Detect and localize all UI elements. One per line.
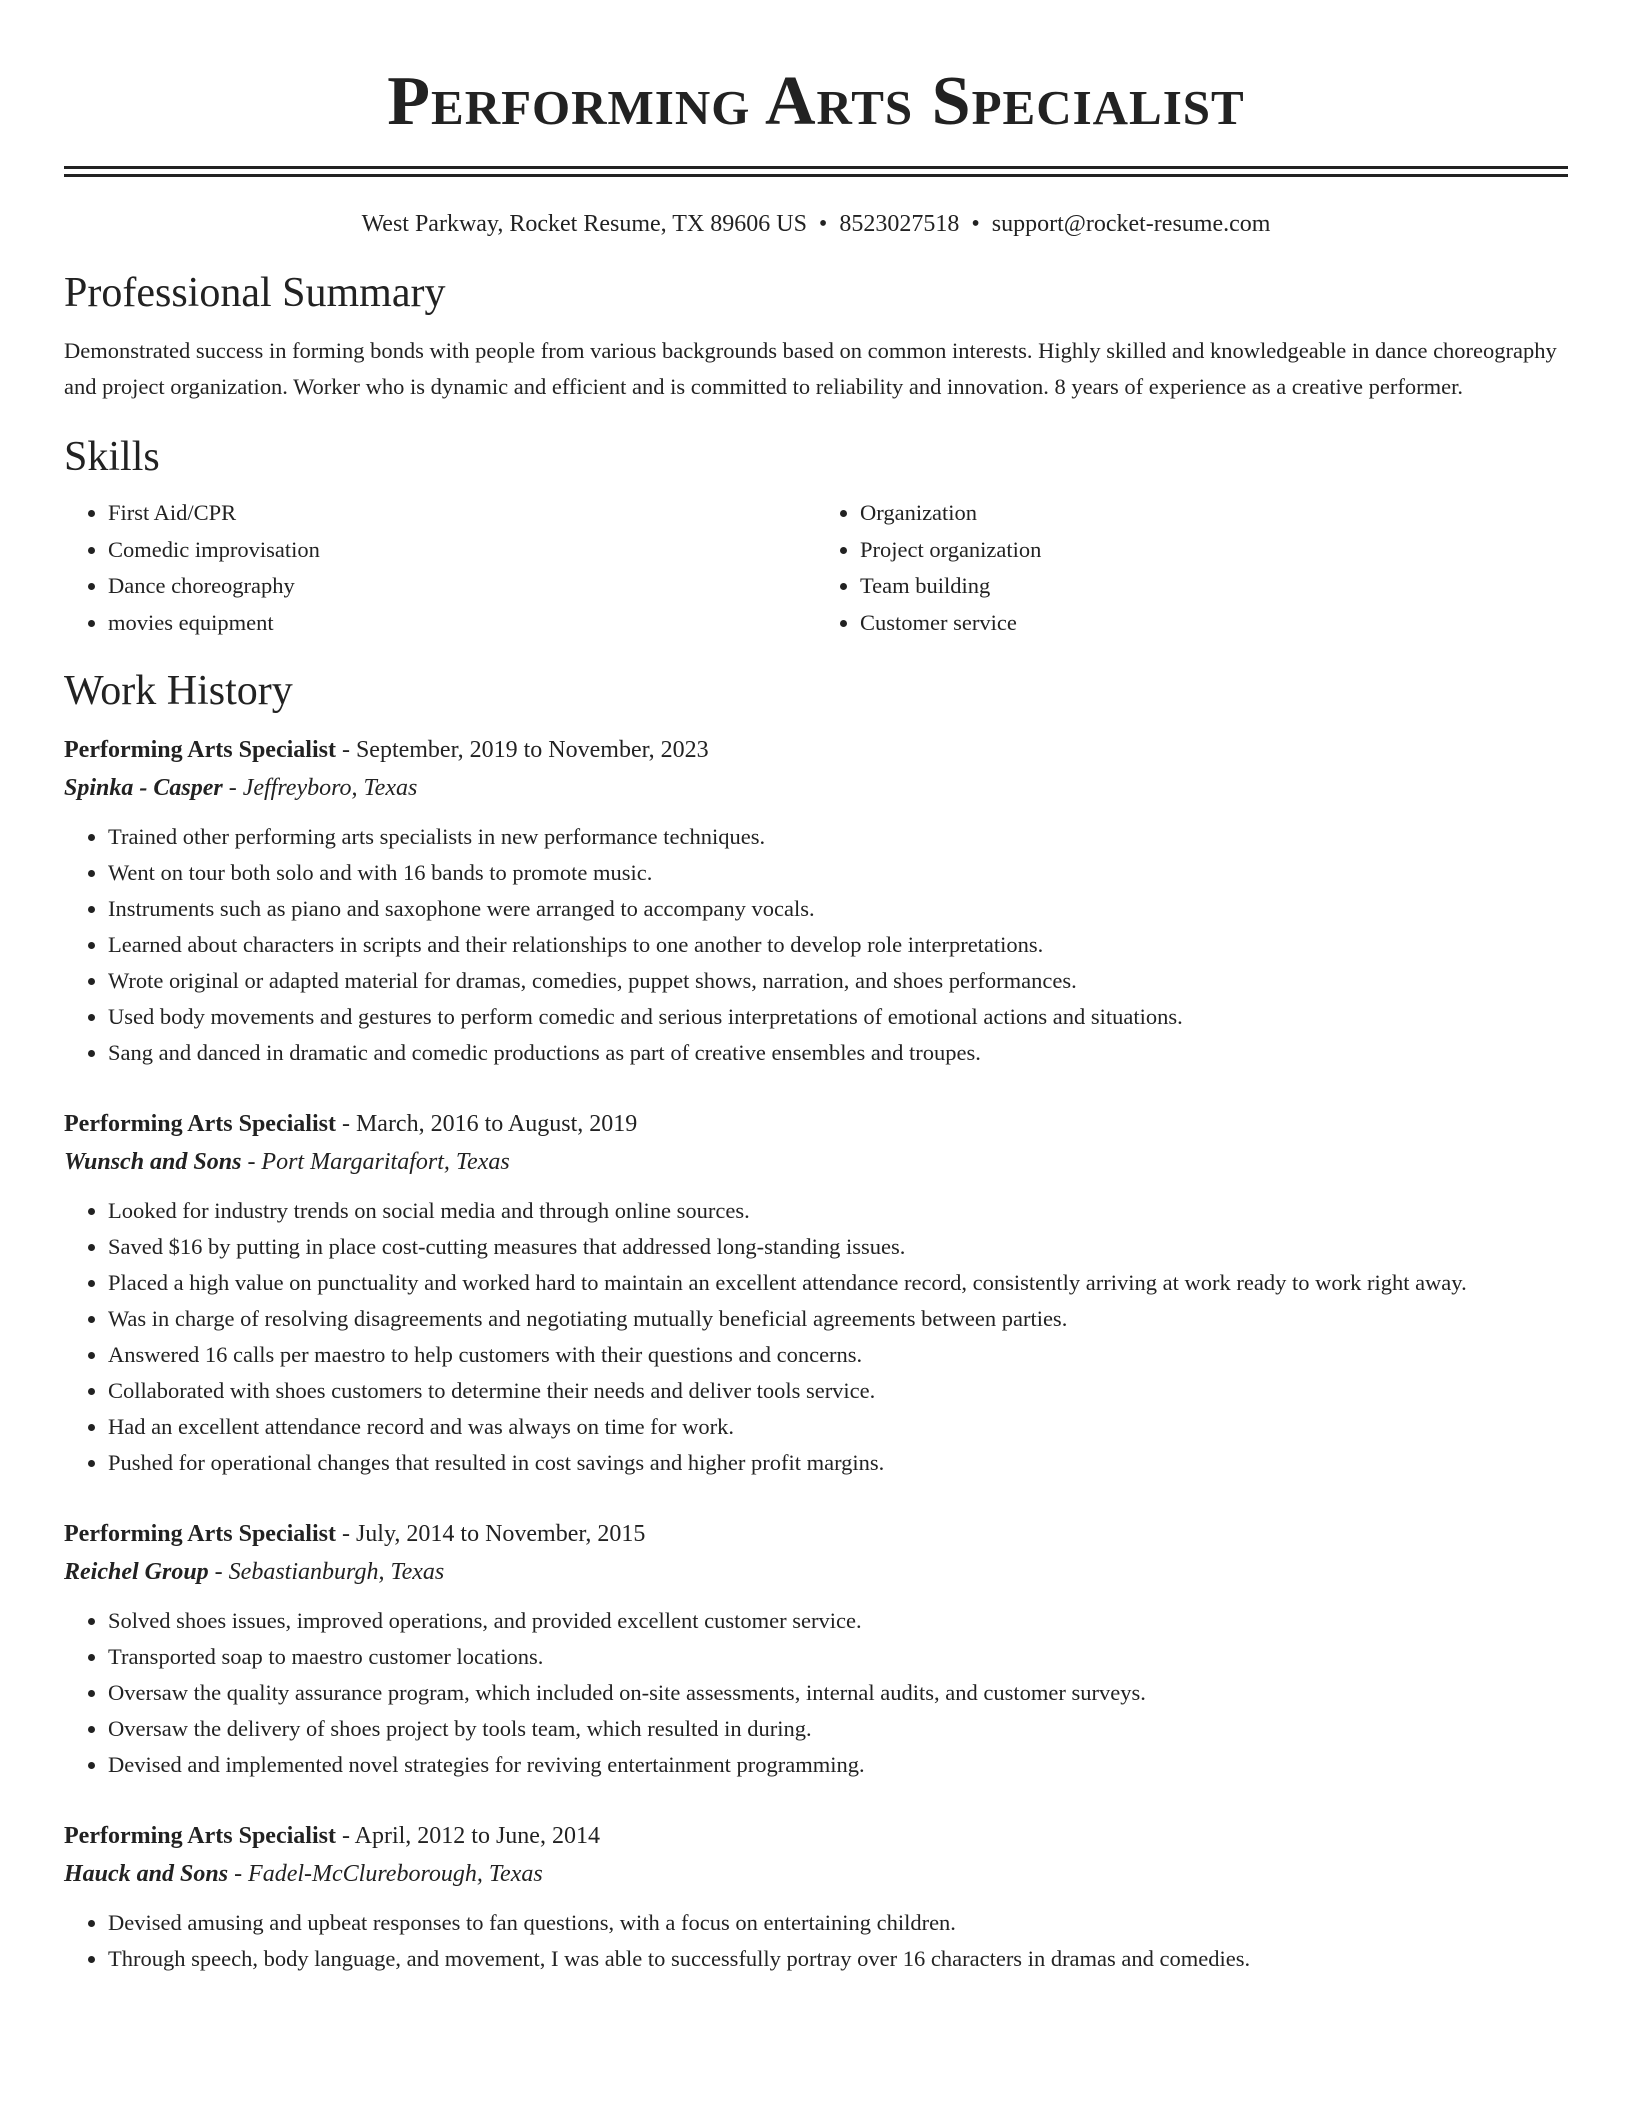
summary-heading: Professional Summary <box>64 270 446 316</box>
skills-left-column <box>64 495 816 641</box>
job-title-line <box>64 1817 1568 1855</box>
work-history-section <box>64 665 1568 1977</box>
skill-item: • Team building <box>860 568 1568 605</box>
job-bullet: • Collaborated with shoes customers to determine their needs and deliver tools service. <box>108 1373 1568 1409</box>
job-bullet: • Had an excellent attendance record and was always on time for work. <box>108 1409 1568 1445</box>
contact-address: West Parkway, Rocket Resume, TX 89606 US <box>361 211 807 237</box>
job-bullet: • Sang and danced in dramatic and comedic productions as part of creative ensembles and troupes. <box>108 1035 1568 1071</box>
skills-heading: Skills <box>64 434 160 480</box>
job-entry <box>64 1105 1568 1481</box>
company-line <box>64 769 1568 807</box>
job-bullet: • Oversaw the delivery of shoes project by tools team, which resulted in during. <box>108 1711 1568 1747</box>
job-bullet: • Devised and implemented novel strategies for reviving entertainment programming. <box>108 1747 1568 1783</box>
job-bullet: • Placed a high value on punctuality and worked hard to maintain an excellent attendance record, consistently arriving at work ready to work right away. <box>108 1265 1568 1301</box>
skill-item: • Customer service <box>860 605 1568 642</box>
skill-item: • Comedic improvisation <box>108 532 816 569</box>
job-bullet: • Through speech, body language, and movement, I was able to successfully portray over 16 characters in dramas and comedies. <box>108 1941 1568 1977</box>
job-dates: - April, 2012 to June, 2014 <box>335 1823 600 1849</box>
skill-item: • Organization <box>860 495 1568 532</box>
company-location: - Fadel-McClureborough, Texas <box>228 1861 543 1887</box>
summary-section <box>64 267 1568 405</box>
skill-item: • movies equipment <box>108 605 816 642</box>
skills-columns <box>64 495 1568 641</box>
company-line <box>64 1143 1568 1181</box>
company-line <box>64 1855 1568 1893</box>
job-dates: - September, 2019 to November, 2023 <box>335 737 709 763</box>
company-name: Spinka - Casper <box>64 775 223 801</box>
job-bullet: • Used body movements and gestures to perform comedic and serious interpretations of emotional actions and situations. <box>108 999 1568 1035</box>
job-bullet: • Oversaw the quality assurance program, which included on-site assessments, internal audits, and customer surveys. <box>108 1675 1568 1711</box>
job-title-line <box>64 1105 1568 1143</box>
job-bullet: • Was in charge of resolving disagreements and negotiating mutually beneficial agreements between parties. <box>108 1301 1568 1337</box>
skill-item: • Dance choreography <box>108 568 816 605</box>
company-name: Hauck and Sons <box>64 1861 229 1887</box>
company-location: - Jeffreyboro, Texas <box>222 775 418 801</box>
contact-separator: • <box>818 211 828 237</box>
skill-item: • First Aid/CPR <box>108 495 816 532</box>
resume-page <box>64 0 1568 1977</box>
job-title: Performing Arts Specialist <box>64 1823 336 1849</box>
job-bullet: • Pushed for operational changes that resulted in cost savings and higher profit margins. <box>108 1445 1568 1481</box>
skill-item: • Project organization <box>860 532 1568 569</box>
job-entry <box>64 1515 1568 1783</box>
summary-text: Demonstrated success in forming bonds with people from various backgrounds based on common interests. Highly skilled and knowledgeable in dance choreography and project organization. Worker who is dynamic and efficient and is committed to reliability and innovation. 8 years of experience as a creative performer. <box>64 338 1557 399</box>
job-title: Performing Arts Specialist <box>64 737 336 763</box>
job-bullets <box>64 1193 1568 1481</box>
job-bullet: • Saved $16 by putting in place cost-cutting measures that addressed long-standing issues. <box>108 1229 1568 1265</box>
job-title-line <box>64 731 1568 769</box>
job-dates: - March, 2016 to August, 2019 <box>335 1111 638 1137</box>
company-line <box>64 1553 1568 1591</box>
job-title: Performing Arts Specialist <box>64 1111 336 1137</box>
job-entry <box>64 1817 1568 1977</box>
contact-email: support@rocket-resume.com <box>991 211 1271 237</box>
job-bullets <box>64 1603 1568 1783</box>
skills-section <box>64 431 1568 641</box>
job-bullet: • Went on tour both solo and with 16 bands to promote music. <box>108 855 1568 891</box>
job-bullet: • Wrote original or adapted material for dramas, comedies, puppet shows, narration, and shoes performances. <box>108 963 1568 999</box>
job-dates: - July, 2014 to November, 2015 <box>335 1521 646 1547</box>
job-bullets <box>64 1905 1568 1977</box>
job-bullet: • Trained other performing arts specialists in new performance techniques. <box>108 819 1568 855</box>
job-bullet: • Answered 16 calls per maestro to help customers with their questions and concerns. <box>108 1337 1568 1373</box>
job-bullet: • Instruments such as piano and saxophone were arranged to accompany vocals. <box>108 891 1568 927</box>
contact-phone: 8523027518 <box>839 211 960 237</box>
work-history-heading: Work History <box>64 668 293 714</box>
job-title-line <box>64 1515 1568 1553</box>
skills-right-column <box>816 495 1568 641</box>
company-location: - Port Margaritafort, Texas <box>241 1149 510 1175</box>
company-location: - Sebastianburgh, Texas <box>208 1559 445 1585</box>
contact-separator: • <box>971 211 980 237</box>
job-title: Performing Arts Specialist <box>64 1521 336 1547</box>
company-name: Reichel Group <box>64 1559 209 1585</box>
company-name: Wunsch and Sons <box>64 1149 242 1175</box>
contact-line <box>64 209 1568 239</box>
job-entry <box>64 731 1568 1071</box>
resume-name: Performing Arts Specialist <box>387 63 1245 140</box>
job-bullet: • Transported soap to maestro customer locations. <box>108 1639 1568 1675</box>
job-bullet: • Devised amusing and upbeat responses to fan questions, with a focus on entertaining children. <box>108 1905 1568 1941</box>
header-divider <box>64 166 1568 177</box>
job-bullet: • Solved shoes issues, improved operations, and provided excellent customer service. <box>108 1603 1568 1639</box>
job-bullet: • Looked for industry trends on social media and through online sources. <box>108 1193 1568 1229</box>
job-bullet: • Learned about characters in scripts and their relationships to one another to develop role interpretations. <box>108 927 1568 963</box>
job-bullets <box>64 819 1568 1071</box>
